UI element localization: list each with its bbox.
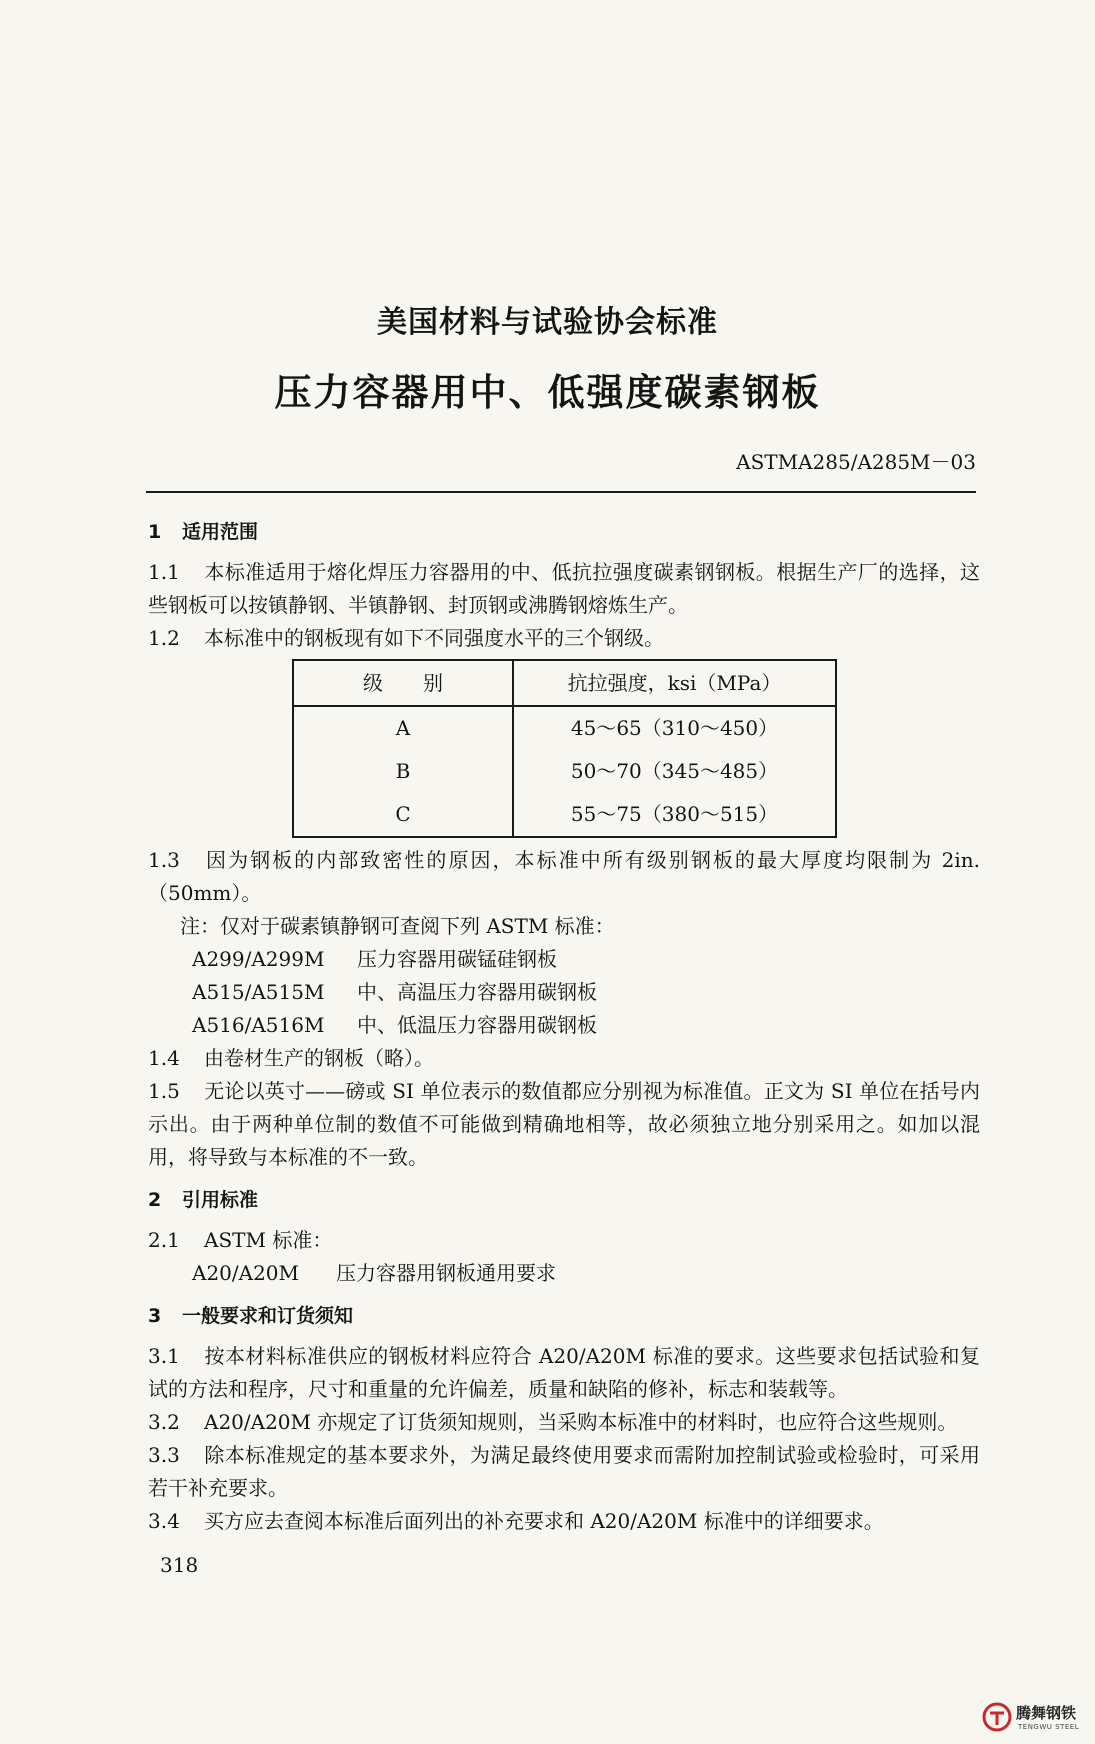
paragraph <box>148 1406 980 1439</box>
paragraph <box>148 1505 980 1538</box>
paragraph <box>148 556 980 622</box>
paragraph-number: 3.4 <box>148 1509 180 1533</box>
section-heading <box>148 1184 980 1216</box>
section-number: 3 <box>148 1305 162 1327</box>
grade-cell: A <box>293 706 513 750</box>
strength-cell: 50～70（345～485） <box>513 750 836 793</box>
reference-desc: 中、低温压力容器用碳钢板 <box>357 1013 597 1037</box>
page-number: 318 <box>160 1553 199 1577</box>
paragraph-text: 本标准适用于熔化焊压力容器用的中、低抗拉强度碳素钢钢板。根据生产厂的选择，这些钢板可以按镇静钢、半镇静钢、封顶钢或沸腾钢熔炼生产。 <box>148 560 980 617</box>
paragraph-text: 无论以英寸——磅或 SI 单位表示的数值都应分别视为标准值。正文为 SI 单位在括号内示出。由于两种单位制的数值不可能做到精确地相等，故必须独立地分别采用之。如加以混用，将导致与本标准的不一致。 <box>148 1079 980 1169</box>
paragraph-number: 1.4 <box>148 1046 180 1070</box>
reference-code: A515/A515M <box>192 980 325 1004</box>
reference-desc: 压力容器用碳锰硅钢板 <box>357 947 557 971</box>
note-reference <box>148 976 980 1009</box>
paragraph <box>148 1075 980 1174</box>
grade-cell: B <box>293 750 513 793</box>
grade-table <box>292 659 837 838</box>
paragraph-text: 由卷材生产的钢板（略）。 <box>204 1046 434 1070</box>
paragraph-number: 1.1 <box>148 560 180 584</box>
paragraph-text: 按本材料标准供应的钢板材料应符合 A20/A20M 标准的要求。这些要求包括试验和复试的方法和程序，尺寸和重量的允许偏差，质量和缺陷的修补，标志和装载等。 <box>148 1344 980 1401</box>
section-number: 2 <box>148 1189 162 1211</box>
table-row <box>293 750 836 793</box>
note-reference <box>148 1009 980 1042</box>
standard-reference <box>148 1257 980 1290</box>
note-reference <box>148 943 980 976</box>
document-title: 压力容器用中、低强度碳素钢板 <box>274 371 821 414</box>
section-title: 适用范围 <box>182 521 259 543</box>
logo-text-cn: 腾舞钢铁 <box>1016 1704 1077 1722</box>
document-body <box>148 512 980 1538</box>
paragraph <box>148 1042 980 1075</box>
paragraph-number: 3.3 <box>148 1443 180 1467</box>
reference-desc: 中、高温压力容器用碳钢板 <box>357 980 597 1004</box>
note-intro: 注：仅对于碳素镇静钢可查阅下列 ASTM 标准： <box>180 914 615 938</box>
paragraph-number: 3.1 <box>148 1344 180 1368</box>
table-header-grade: 级 别 <box>293 660 513 706</box>
header-divider <box>146 491 976 493</box>
section-number: 1 <box>148 521 162 543</box>
paragraph <box>148 1439 980 1505</box>
org-title: 美国材料与试验协会标准 <box>377 305 718 340</box>
reference-code: A20/A20M <box>192 1261 300 1285</box>
paragraph <box>148 1224 980 1257</box>
paragraph-text: 买方应去查阅本标准后面列出的补充要求和 A20/A20M 标准中的详细要求。 <box>204 1509 884 1533</box>
table-row <box>293 706 836 750</box>
paragraph <box>148 1340 980 1406</box>
paragraph-text: 因为钢板的内部致密性的原因，本标准中所有级别钢板的最大厚度均限制为 2in.（50mm）。 <box>148 848 980 905</box>
reference-code: A299/A299M <box>192 947 325 971</box>
paragraph-number: 3.2 <box>148 1410 180 1434</box>
reference-code: A516/A516M <box>192 1013 325 1037</box>
section-heading <box>148 516 980 548</box>
section-title: 引用标准 <box>182 1189 259 1211</box>
logo-text-en: TENGWU STEEL <box>1018 1723 1080 1731</box>
grade-cell: C <box>293 793 513 837</box>
paragraph-text: A20/A20M 亦规定了订货须知规则，当采购本标准中的材料时，也应符合这些规则。 <box>204 1410 958 1434</box>
paragraph-number: 1.2 <box>148 626 180 650</box>
paragraph-number: 1.5 <box>148 1079 180 1103</box>
tengwu-logo-icon <box>982 1702 1012 1732</box>
section-title: 一般要求和订货须知 <box>182 1305 354 1327</box>
paragraph-text: ASTM 标准： <box>204 1228 333 1252</box>
section-heading <box>148 1300 980 1332</box>
standard-code: ASTMA285/A285M－03 <box>736 450 976 474</box>
table-row <box>293 793 836 837</box>
paragraph <box>148 844 980 910</box>
paragraph-text: 本标准中的钢板现有如下不同强度水平的三个钢级。 <box>204 626 664 650</box>
table-header-strength: 抗拉强度，ksi（MPa） <box>513 660 836 706</box>
paragraph <box>148 622 980 655</box>
strength-cell: 45～65（310～450） <box>513 706 836 750</box>
watermark-logo <box>982 1700 1094 1740</box>
reference-desc: 压力容器用钢板通用要求 <box>336 1261 556 1285</box>
paragraph-number: 1.3 <box>148 848 180 872</box>
strength-cell: 55～75（380～515） <box>513 793 836 837</box>
paragraph-number: 2.1 <box>148 1228 180 1252</box>
paragraph-text: 除本标准规定的基本要求外，为满足最终使用要求而需附加控制试验或检验时，可采用若干补充要求。 <box>148 1443 980 1500</box>
